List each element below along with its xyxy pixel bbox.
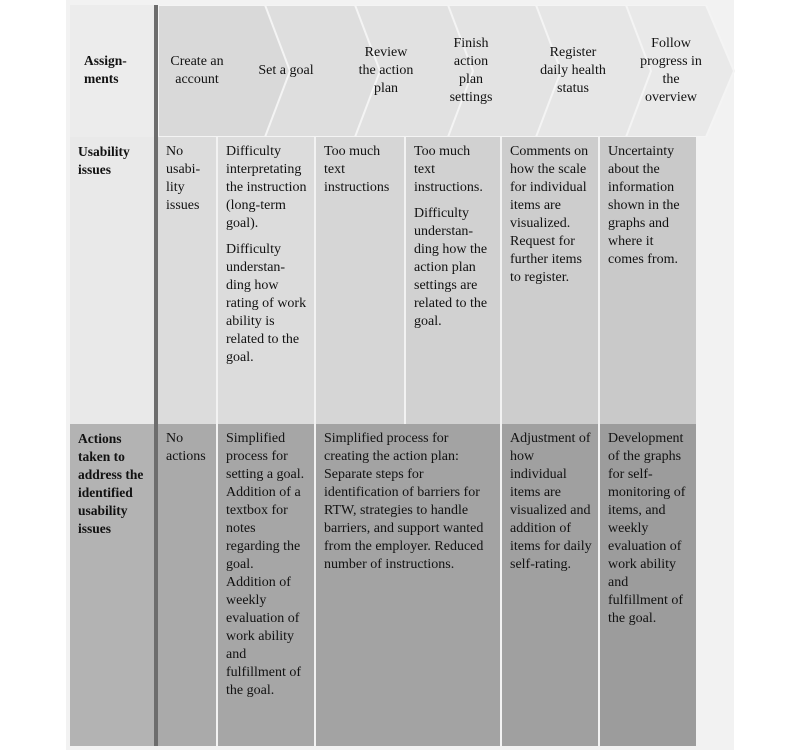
actions-row-label: Actions taken to address the identified usability issues: [78, 431, 144, 536]
step-review-plan: Review the action plan: [358, 45, 414, 96]
step-set-goal: Set a goal: [258, 63, 314, 78]
actions-follow-progress: Development of the graphs for self-monitoring of items, and weekly evaluation of work ability and fulfillment of the goal.: [600, 424, 696, 746]
actions-set-goal: Simplified process for setting a goal. Addition of a textbox for notes regarding the goal. Addition of weekly evaluation of work ability and fulfillment of the goal.: [218, 424, 314, 746]
usability-label-cell: [70, 137, 158, 424]
usability-row-label: Usability issues: [78, 144, 130, 177]
usability-create-account: No usabi-lity issues: [158, 137, 216, 424]
usability-register-health: Comments on how the scale for individual items are visualized. Request for further items to register.: [502, 137, 598, 424]
column-divider: [154, 5, 158, 746]
step-create-account: Create an account: [170, 54, 224, 87]
actions-create-account: No actions: [158, 424, 216, 746]
actions-register-health: Adjustment of how individual items are visualized and addition of items for daily self-rating.: [502, 424, 598, 746]
header-row-label: Assign-ments: [84, 53, 127, 86]
actions-action-plan: Simplified process for creating the action plan: Separate steps for identification of barriers for RTW, strategies to handle barriers, and support wanted from the employer. Reduced number of instructions.: [316, 424, 500, 746]
usability-set-goal: Difficulty interpretating the instruction (long-term goal). Difficulty understan-ding how rating of work ability is related to the goal.: [218, 137, 314, 424]
usability-finish-settings: Too much text instructions. Difficulty understan-ding how the action plan settings are related to the goal.: [406, 137, 500, 424]
step-follow-progress: Follow progress in the overview: [640, 36, 702, 105]
step-finish-settings: Finish action plan settings: [449, 36, 493, 105]
usability-review-plan: Too much text instructions: [316, 137, 404, 424]
actions-label-cell: [70, 424, 158, 746]
usability-follow-progress: Uncertainty about the information shown in the graphs and where it comes from.: [600, 137, 696, 424]
step-register-health: Register daily health status: [540, 45, 606, 96]
